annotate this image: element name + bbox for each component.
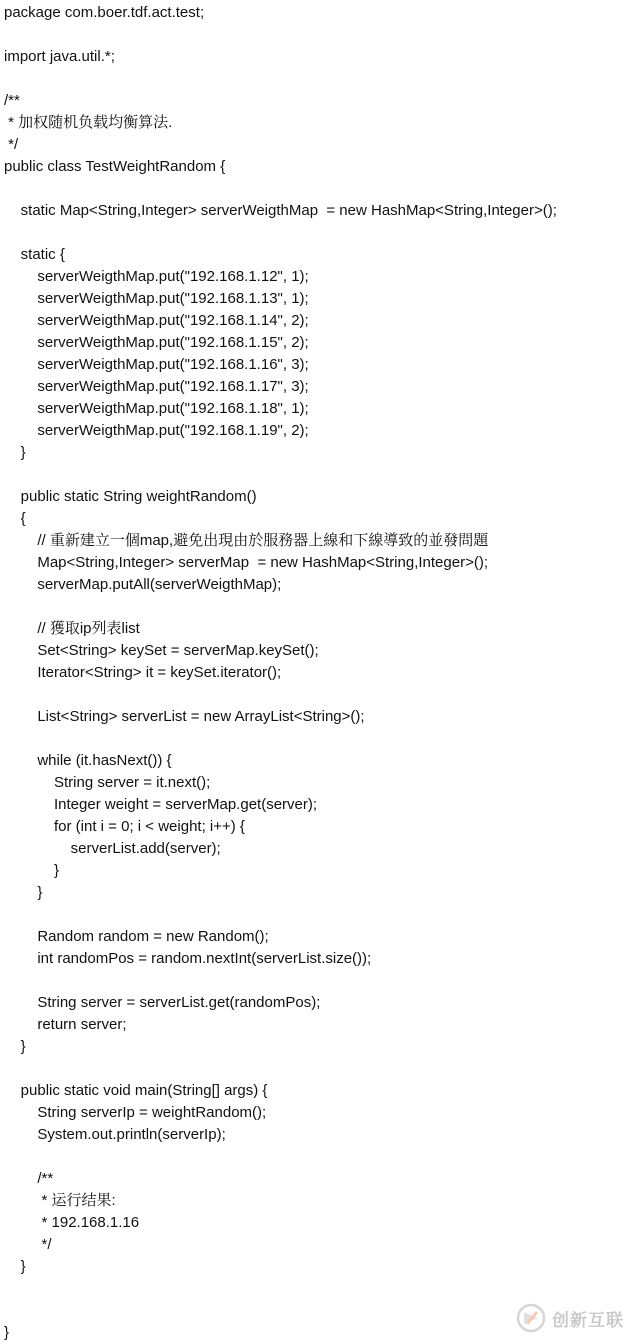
code-line: [4, 464, 632, 486]
code-line: Random random = new Random();: [4, 928, 269, 945]
code-line: [4, 1058, 632, 1080]
code-line: static Map<String,Integer> serverWeigthMap = new HashMap<String,Integer>();: [4, 202, 557, 219]
code-line: serverList.add(server);: [4, 840, 221, 857]
code-line: Iterator<String> it = keySet.iterator();: [4, 664, 282, 681]
code-line: [4, 904, 632, 926]
code-line: [4, 178, 632, 200]
code-line: */: [4, 136, 19, 153]
code-line: // 重新建立一個map,避免出現由於服務器上線和下線導致的並發問題: [4, 532, 489, 549]
chuangxin-logo-icon: [516, 1303, 546, 1333]
code-line: System.out.println(serverIp);: [4, 1126, 226, 1143]
code-line: List<String> serverList = new ArrayList<String>();: [4, 708, 365, 725]
code-line: Integer weight = serverMap.get(server);: [4, 796, 318, 813]
code-line: return server;: [4, 1016, 127, 1033]
code-line: /**: [4, 92, 20, 109]
code-line: package com.boer.tdf.act.test;: [4, 4, 205, 21]
watermark-text: 创新互联: [552, 1310, 624, 1331]
code-line: [4, 728, 632, 750]
code-line: while (it.hasNext()) {: [4, 752, 172, 769]
code-line: * 192.168.1.16: [4, 1214, 140, 1231]
code-line: [4, 1278, 632, 1300]
code-line: [4, 68, 632, 90]
code-line: Set<String> keySet = serverMap.keySet();: [4, 642, 319, 659]
code-line: [4, 1146, 632, 1168]
code-line: serverWeigthMap.put("192.168.1.16", 3);: [4, 356, 309, 373]
code-line: public class TestWeightRandom {: [4, 158, 226, 175]
code-line: String serverIp = weightRandom();: [4, 1104, 267, 1121]
code-line: [4, 684, 632, 706]
code-line: public static String weightRandom(): [4, 488, 257, 505]
code-line: serverWeigthMap.put("192.168.1.15", 2);: [4, 334, 309, 351]
code-listing: [4, 2, 632, 1344]
code-line: for (int i = 0; i < weight; i++) {: [4, 818, 245, 835]
code-line: static {: [4, 246, 65, 263]
code-line: }: [4, 884, 43, 901]
code-line: /**: [4, 1170, 54, 1187]
code-line: */: [4, 1236, 52, 1253]
code-line: }: [4, 444, 26, 461]
code-line: }: [4, 1038, 26, 1055]
code-line: Map<String,Integer> serverMap = new HashMap<String,Integer>();: [4, 554, 488, 571]
code-line: String server = it.next();: [4, 774, 211, 791]
code-line: }: [4, 1258, 26, 1275]
code-line: String server = serverList.get(randomPos);: [4, 994, 321, 1011]
code-line: serverMap.putAll(serverWeigthMap);: [4, 576, 282, 593]
code-line: serverWeigthMap.put("192.168.1.18", 1);: [4, 400, 309, 417]
code-line: import java.util.*;: [4, 48, 115, 65]
code-line: [4, 222, 632, 244]
code-line: * 运行结果:: [4, 1192, 116, 1209]
code-line: serverWeigthMap.put("192.168.1.13", 1);: [4, 290, 309, 307]
code-line: [4, 596, 632, 618]
code-line: }: [4, 862, 60, 879]
code-line: }: [4, 1324, 10, 1341]
code-line: [4, 24, 632, 46]
code-line: serverWeigthMap.put("192.168.1.14", 2);: [4, 312, 309, 329]
code-line: [4, 970, 632, 992]
code-line: {: [4, 510, 26, 527]
code-line: serverWeigthMap.put("192.168.1.17", 3);: [4, 378, 309, 395]
code-line: // 獲取ip列表list: [4, 620, 140, 637]
watermark: [516, 1301, 624, 1335]
code-line: * 加权随机负载均衡算法.: [4, 114, 173, 131]
code-line: serverWeigthMap.put("192.168.1.12", 1);: [4, 268, 309, 285]
code-line: public static void main(String[] args) {: [4, 1082, 268, 1099]
code-line: int randomPos = random.nextInt(serverList.size());: [4, 950, 372, 967]
code-line: serverWeigthMap.put("192.168.1.19", 2);: [4, 422, 309, 439]
